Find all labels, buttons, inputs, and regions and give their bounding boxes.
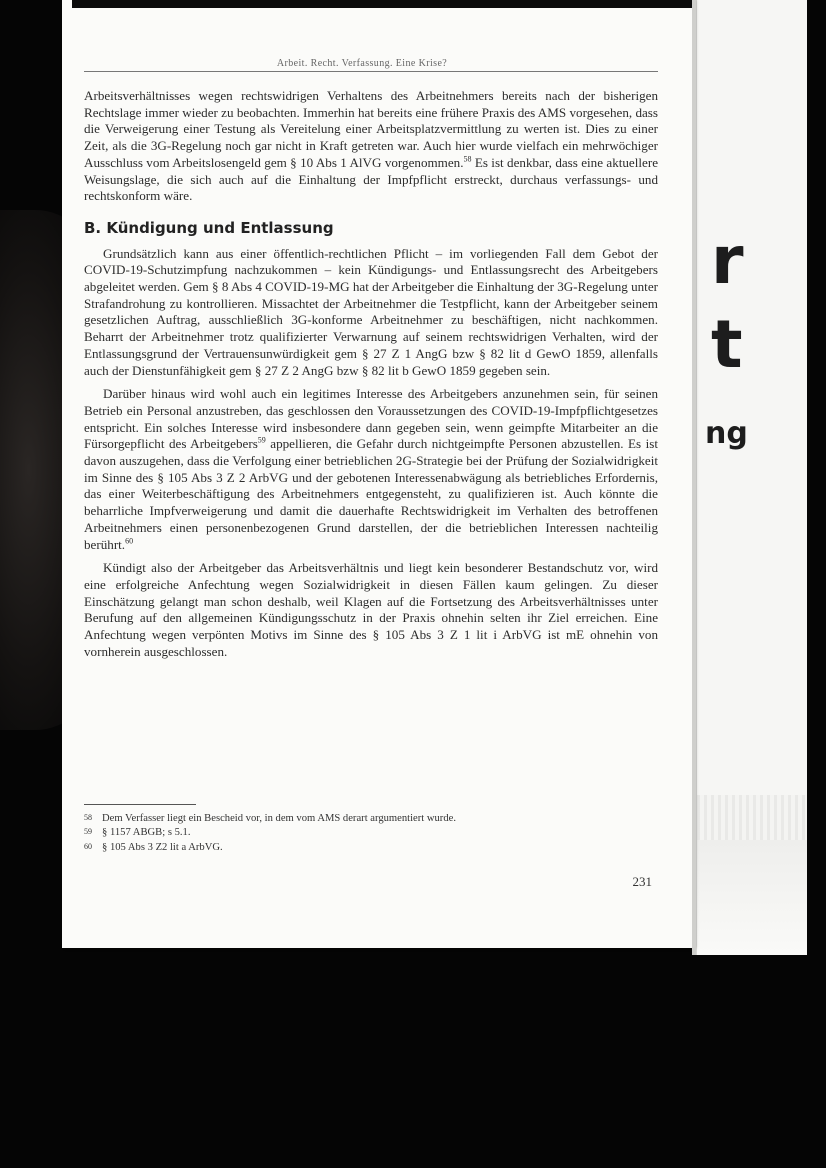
page-number: 231 (632, 874, 652, 889)
background-shade (697, 840, 807, 955)
footnote-text: Dem Verfasser liegt ein Bescheid vor, in dem vom AMS derart argumentiert wurde. (102, 813, 456, 824)
footnote (84, 826, 658, 840)
footnote (84, 841, 658, 855)
page-edge (692, 0, 696, 955)
footnote-ref: 59 (257, 436, 266, 445)
footnote-ref: 58 (463, 154, 472, 164)
footnote-number: 60 (84, 841, 92, 851)
footnote-text: § 1157 ABGB; s 5.1. (102, 827, 191, 839)
paragraph: Grundsätzlich kann aus einer öffentlich-rechtlichen Pflicht – im vorliegenden Fall dem Gebot der COVID-19-Schutzimpfung nachzukommen – kein Kündigungs- und Entlassungsrecht des Arbeitgebers abgeleitet werden. Gem § 8 Abs 4 COVID-19-MG hat der Arbeitgeber die Einhaltung der 3G-Regelung unter Strafandrohung zu kontrollieren. Missachtet der Arbeitnehmer die Testpflicht, kann der Arbeitgeber seinem gesetzlichen Auftrag, ausschließlich 3G-konforme Arbeitnehmer zu beschäftigen, nicht nachkommen. Beharrt der Arbeitnehmer trotz qualifizierter Verwarnung auf seinem rechtswidrigen Verhalten, wird der Entlassungsgrund der Vertrauensunwürdigkeit gem § 27 Z 1 AngG bzw § 82 lit d GewO 1859, allenfalls auch der Dienstunfähigkeit gem § 27 Z 2 AngG bzw § 82 lit b GewO 1859 gegeben sein. (84, 245, 658, 378)
background-text-fragment: t (711, 306, 743, 383)
background-text-fragment: r (711, 222, 744, 299)
footnote-text: § 105 Abs 3 Z2 lit a ArbVG. (102, 841, 223, 853)
footnote-number: 58 (84, 813, 92, 822)
header-rule (84, 71, 658, 72)
paragraph: Kündigt also der Arbeitgeber das Arbeitsverhältnis und liegt kein besonderer Bestandschutz vor, wird eine erfolgreiche Anfechtung wegen Sozialwidrigkeit in diesen Fällen kaum gelingen. Zu dieser Einschätzung gelangt man schon deshalb, weil Klagen auf die Fortsetzung des Arbeitsverhältnisses unter Berufung auf den allgemeinen Kündigungsschutz in der Praxis ohnehin selten ihr Ziel erreichen. Eine Anfechtung wegen verpönten Motivs im Sinne des § 105 Abs 3 Z 1 lit i ArbVG ist mE ohnehin von vornherein ausgeschlossen. (84, 560, 658, 659)
footnote-rule (84, 804, 196, 805)
document-page (62, 0, 694, 948)
body-text (84, 88, 658, 668)
running-head: Arbeit. Recht. Verfassung. Eine Krise? (276, 58, 448, 69)
footnote (84, 812, 658, 826)
background-text-fragment: ng (705, 416, 748, 451)
paragraph: Darüber hinaus wird wohl auch ein legitimes Interesse des Arbeitgebers anzunehmen sein, für seinen Betrieb ein Personal anzustreben, das geschlossen den Voraussetzungen des COVID-19-Impfpflichtgesetzes entspricht. Ein solches Interesse wird insbesondere dann gegeben sein, wenn geimpfte Mitarbeiter an die Fürsorgepflicht des Arbeitgebers$^{59}$ appellieren, die Gefahr durch nichtgeimpfte Personen abzustellen. Es ist davon auszugehen, dass die Verfolgung einer betrieblichen 2G-Strategie bei der Prüfung der Sozialwidrigkeit im Sinne des § 105 Abs 3 Z 2 ArbVG und der gebotenen Interessenabwägung als betriebliches Erfordernis, das einer Weiterbeschäftigung des Arbeitnehmers entgegensteht, zu qualifizieren ist. Auch könnte die beharrliche Impfverweigerung und damit die dauerhafte Rechtswidrigkeit im Verhalten des betroffenen Arbeitnehmers einen personenbezogenen Grund darstellen, der die betrieblichen Interessen nachteilig berührt.$^{60}$ (84, 386, 658, 552)
footnote-number: 59 (84, 827, 92, 837)
paragraph: Arbeitsverhältnisses wegen rechtswidrigen Verhaltens des Arbeitnehmers bereits nach der bisherigen Rechtslage immer wieder zu beobachten. Immerhin hat bereits eine frühere Praxis des AMS vorgesehen, dass die Verweigerung einer Testung als Vereitelung einer Arbeitsplatzvermittlung zu werten ist. Dies zu einer Zeit, als die 3G-Regelung noch gar nicht in Kraft getreten war. Auch hier wurde vielfach ein mehrwöchiger Ausschluss vom Arbeitslosengeld gem § 10 Abs 1 AlVG vorgenommen.$^{58}$ Es ist denkbar, dass eine aktuellere Weisungslage, die sich auch auf die Einhaltung der Impfpflicht erstreckt, durchaus verfassungs- und rechtskonform wäre. (84, 88, 659, 204)
section-heading: B. Kündigung und Entlassung (84, 218, 334, 237)
background-page (695, 0, 807, 955)
scan-edge (72, 0, 694, 8)
footnotes (84, 812, 658, 855)
footnote-ref: 60 (125, 536, 134, 546)
